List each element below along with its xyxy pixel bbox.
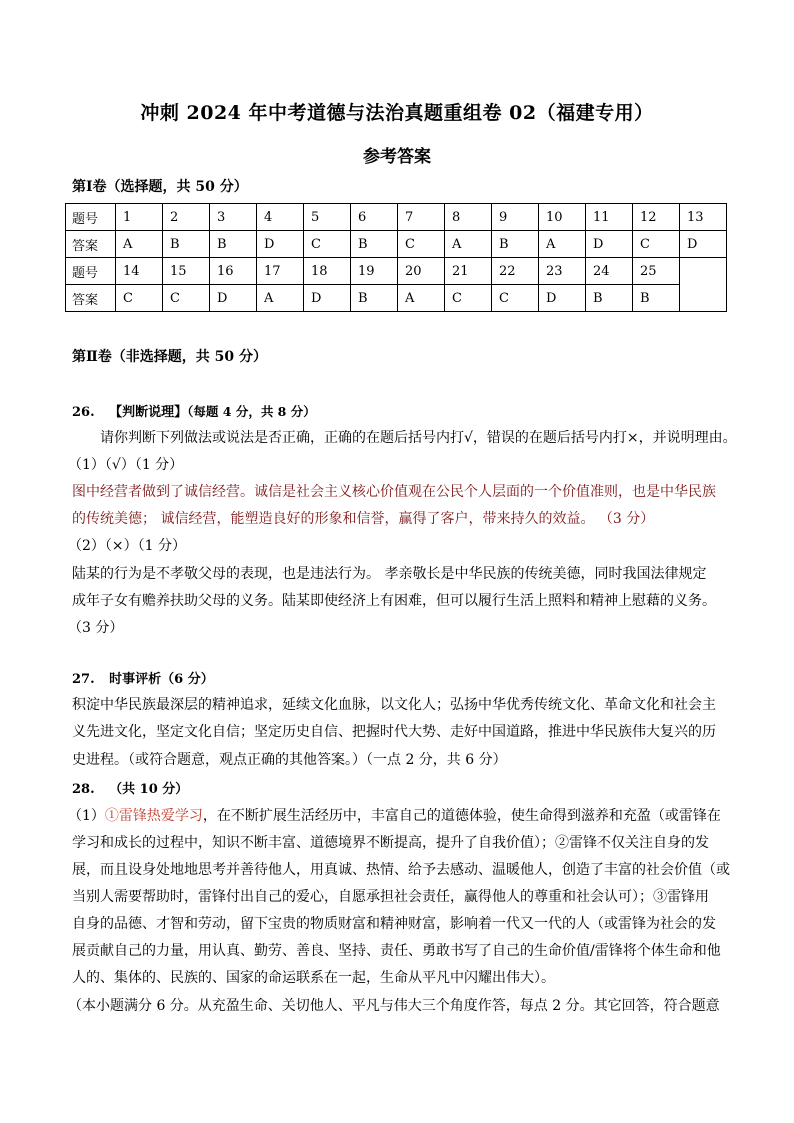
table-cell: D xyxy=(304,285,351,312)
q26-title: 【判断说理】 xyxy=(109,405,188,420)
table-cell: B xyxy=(351,285,398,312)
table-cell: A xyxy=(398,285,445,312)
q26-note: （每题 4 分，共 8 分） xyxy=(187,404,316,419)
q26-item1-mark: （1）（√）（1 分） xyxy=(68,457,184,473)
table-cell: 17 xyxy=(257,258,304,285)
table-cell: 7 xyxy=(398,204,445,231)
table-cell: 24 xyxy=(586,258,633,285)
table-cell: B xyxy=(586,285,633,312)
q27-title: 时事评析（6 分） xyxy=(109,672,214,687)
q28-line: 学习和成长的过程中，知识不断丰富、道德境界不断提高，提升了自我价值）；②雷锋不仅关注自身的发 xyxy=(72,835,709,851)
q28-line: 展贡献自己的力量，用认真、勤劳、善良、坚持、责任、勇敢书写了自己的生命价值/雷锋将个体生命和他 xyxy=(72,943,721,959)
table-cell: 4 xyxy=(257,204,304,231)
table-cell: C xyxy=(116,285,163,312)
table-cell: 9 xyxy=(492,204,539,231)
q28-highlight: ①雷锋热爱学习 xyxy=(104,808,203,824)
table-cell: C xyxy=(304,231,351,258)
table-cell: 10 xyxy=(539,204,586,231)
table-cell: A xyxy=(116,231,163,258)
q27-line: 义先进文化，坚定文化自信；坚定历史自信、把握时代大势、走好中国道路，推进中华民族伟大复兴的历 xyxy=(72,724,716,740)
table-cell: 16 xyxy=(210,258,257,285)
table-cell: 6 xyxy=(351,204,398,231)
table-cell: 21 xyxy=(445,258,492,285)
table-cell: 8 xyxy=(445,204,492,231)
table-cell: 3 xyxy=(210,204,257,231)
q28-title: （共 10 分） xyxy=(109,782,189,797)
table-cell: A xyxy=(445,231,492,258)
table-cell: 5 xyxy=(304,204,351,231)
q26-number: 26. xyxy=(72,405,95,420)
table-row-label: 答案 xyxy=(66,285,116,312)
q28-first-rest: ，在不断扩展生活经历中，丰富自己的道德体验，使生命得到滋养和充盈（或雷锋在 xyxy=(202,808,721,824)
q26-instruction: 请你判断下列做法或说法是否正确，正确的在题后括号内打√，错误的在题后括号内打×，并说明理由。 xyxy=(100,430,737,446)
q26-item2-line: 成年子女有赡养扶助父母的义务。陆某即使经济上有困难，但可以履行生活上照料和精神上慰藉的义务。 xyxy=(72,593,716,609)
table-cell: D xyxy=(210,285,257,312)
table-cell: 1 xyxy=(116,204,163,231)
table-row xyxy=(66,285,727,312)
table-cell: A xyxy=(257,285,304,312)
q28-number: 28. xyxy=(72,782,95,797)
table-cell: D xyxy=(539,285,586,312)
table-row xyxy=(66,231,727,258)
table-cell: 11 xyxy=(586,204,633,231)
table-empty-cell xyxy=(680,258,727,312)
q27-number: 27. xyxy=(72,672,95,687)
q28-line: 展，而且设身处地地思考并善待他人，用真诚、热情、给予去感动、温暖他人，创造了丰富的社会价值（或 xyxy=(72,862,730,878)
table-cell: 13 xyxy=(680,204,727,231)
table-cell: 14 xyxy=(116,258,163,285)
q26-item1-line: 的传统美德； 诚信经营，能塑造良好的形象和信誉，赢得了客户，带来持久的效益。 （3 分） xyxy=(72,511,655,527)
table-cell: 22 xyxy=(492,258,539,285)
table-cell: C xyxy=(445,285,492,312)
table-cell: 25 xyxy=(633,258,680,285)
table-cell: B xyxy=(633,285,680,312)
q26-item1-line: 图中经营者做到了诚信经营。诚信是社会主义核心价值观在公民个人层面的一个价值准则，也是中华民族 xyxy=(72,484,716,500)
table-cell: C xyxy=(163,285,210,312)
table-cell: 19 xyxy=(351,258,398,285)
table-cell: B xyxy=(492,231,539,258)
q27-heading xyxy=(72,668,214,687)
q28-line: 人的、集体的、民族的、国家的命运联系在一起，生命从平凡中闪耀出伟大）。 xyxy=(72,970,555,986)
q28-line: 当别人需要帮助时，雷锋付出自己的爱心，自愿承担社会责任，赢得他人的尊重和社会认可）；③雷锋用 xyxy=(72,889,709,905)
q28-first-prefix: （1） xyxy=(68,808,105,824)
table-cell: D xyxy=(586,231,633,258)
table-cell: 23 xyxy=(539,258,586,285)
table-cell: 20 xyxy=(398,258,445,285)
table-row-label: 答案 xyxy=(66,231,116,258)
page-subtitle: 参考答案 xyxy=(363,147,431,167)
table-cell: C xyxy=(633,231,680,258)
answer-table xyxy=(65,203,727,312)
q28-line: 自身的品德、才智和劳动，留下宝贵的物质财富和精神财富，影响着一代又一代的人（或雷锋为社会的发 xyxy=(72,916,716,932)
table-cell: B xyxy=(351,231,398,258)
q28-first-line xyxy=(68,806,728,826)
table-cell: C xyxy=(492,285,539,312)
table-cell: B xyxy=(210,231,257,258)
q27-line: 史进程。（或符合题意，观点正确的其他答案。）（一点 2 分，共 6 分） xyxy=(72,752,507,768)
table-cell: D xyxy=(257,231,304,258)
q26-item2-line: （3 分） xyxy=(68,620,124,636)
q26-item2-mark: （2）（×）（1 分） xyxy=(68,538,186,554)
table-cell: C xyxy=(398,231,445,258)
table-row xyxy=(66,258,727,285)
table-cell: 15 xyxy=(163,258,210,285)
table-cell: 12 xyxy=(633,204,680,231)
part2-heading: 第Ⅱ卷（非选择题，共 50 分） xyxy=(72,349,268,365)
table-row xyxy=(66,204,727,231)
table-cell: 2 xyxy=(163,204,210,231)
part1-heading: 第Ⅰ卷（选择题，共 50 分） xyxy=(72,179,248,195)
q26-heading xyxy=(72,401,316,420)
table-row-label: 题号 xyxy=(66,204,116,231)
table-row-label: 题号 xyxy=(66,258,116,285)
page-title: 冲刺 2024 年中考道德与法治真题重组卷 02（福建专用） xyxy=(140,102,654,124)
q26-item2-line: 陆某的行为是不孝敬父母的表现，也是违法行为。 孝亲敬长是中华民族的传统美德，同时我国法律规定 xyxy=(72,566,707,582)
q27-line: 积淀中华民族最深层的精神追求，延续文化血脉，以文化人；弘扬中华优秀传统文化、革命文化和社会主 xyxy=(72,697,716,713)
q28-scoring-line: （本小题满分 6 分。从充盈生命、关切他人、平凡与伟大三个角度作答，每点 2 分。其它回答，符合题意 xyxy=(68,998,720,1014)
table-cell: 18 xyxy=(304,258,351,285)
q28-heading xyxy=(72,778,188,797)
table-cell: D xyxy=(680,231,727,258)
table-cell: A xyxy=(539,231,586,258)
table-cell: B xyxy=(163,231,210,258)
